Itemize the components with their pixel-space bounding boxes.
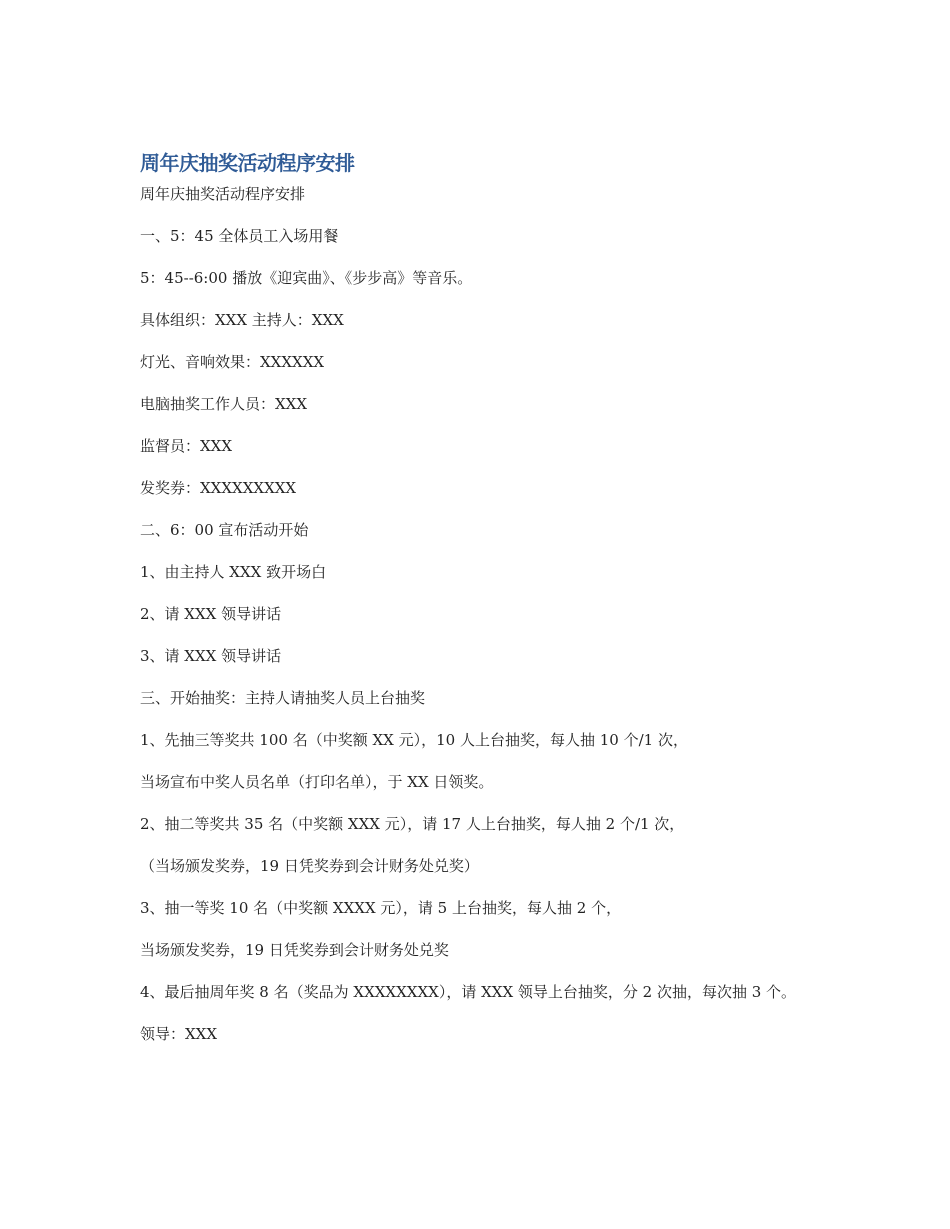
paragraph: 1、先抽三等奖共 100 名（中奖额 XX 元），10 人上台抽奖，每人抽 10 个/1 次， (140, 731, 688, 749)
paragraph: 2、抽二等奖共 35 名（中奖额 XXX 元），请 17 人上台抽奖，每人抽 2 个/1 次， (140, 815, 685, 833)
paragraph: 3、抽一等奖 10 名（中奖额 XXXX 元），请 5 上台抽奖，每人抽 2 个， (140, 899, 622, 917)
paragraph: 1、由主持人 XXX 致开场白 (140, 563, 327, 581)
paragraph: 5：45--6:00 播放《迎宾曲》、《步步高》等音乐。 (140, 269, 473, 287)
document-body (140, 224, 812, 1046)
paragraph: 电脑抽奖工作人员：XXX (140, 395, 308, 413)
paragraph: 2、请 XXX 领导讲话 (140, 605, 282, 623)
document-page (140, 148, 812, 1064)
paragraph: 监督员：XXX (140, 437, 233, 455)
paragraph: 二、6：00 宣布活动开始 (140, 521, 309, 539)
paragraph: 三、开始抽奖：主持人请抽奖人员上台抽奖 (140, 689, 426, 707)
paragraph: 3、请 XXX 领导讲话 (140, 647, 282, 665)
paragraph: 一、5：45 全体员工入场用餐 (140, 227, 339, 245)
paragraph: 领导：XXX (140, 1025, 218, 1043)
paragraph: 4、最后抽周年奖 8 名（奖品为 XXXXXXXX），请 XXX 领导上台抽奖，分 2 次抽，每次抽 3 个。 (140, 983, 797, 1001)
document-subtitle: 周年庆抽奖活动程序安排 (140, 185, 306, 203)
paragraph: （当场颁发奖券，19 日凭奖券到会计财务处兑奖） (140, 857, 479, 875)
paragraph: 当场宣布中奖人员名单（打印名单），于 XX 日领奖。 (140, 773, 494, 791)
document-title: 周年庆抽奖活动程序安排 (140, 151, 355, 175)
paragraph: 具体组织：XXX 主持人：XXX (140, 311, 344, 329)
paragraph: 发奖券：XXXXXXXXX (140, 479, 297, 497)
paragraph: 灯光、音响效果：XXXXXX (140, 353, 325, 371)
paragraph: 当场颁发奖券，19 日凭奖券到会计财务处兑奖 (140, 941, 449, 959)
